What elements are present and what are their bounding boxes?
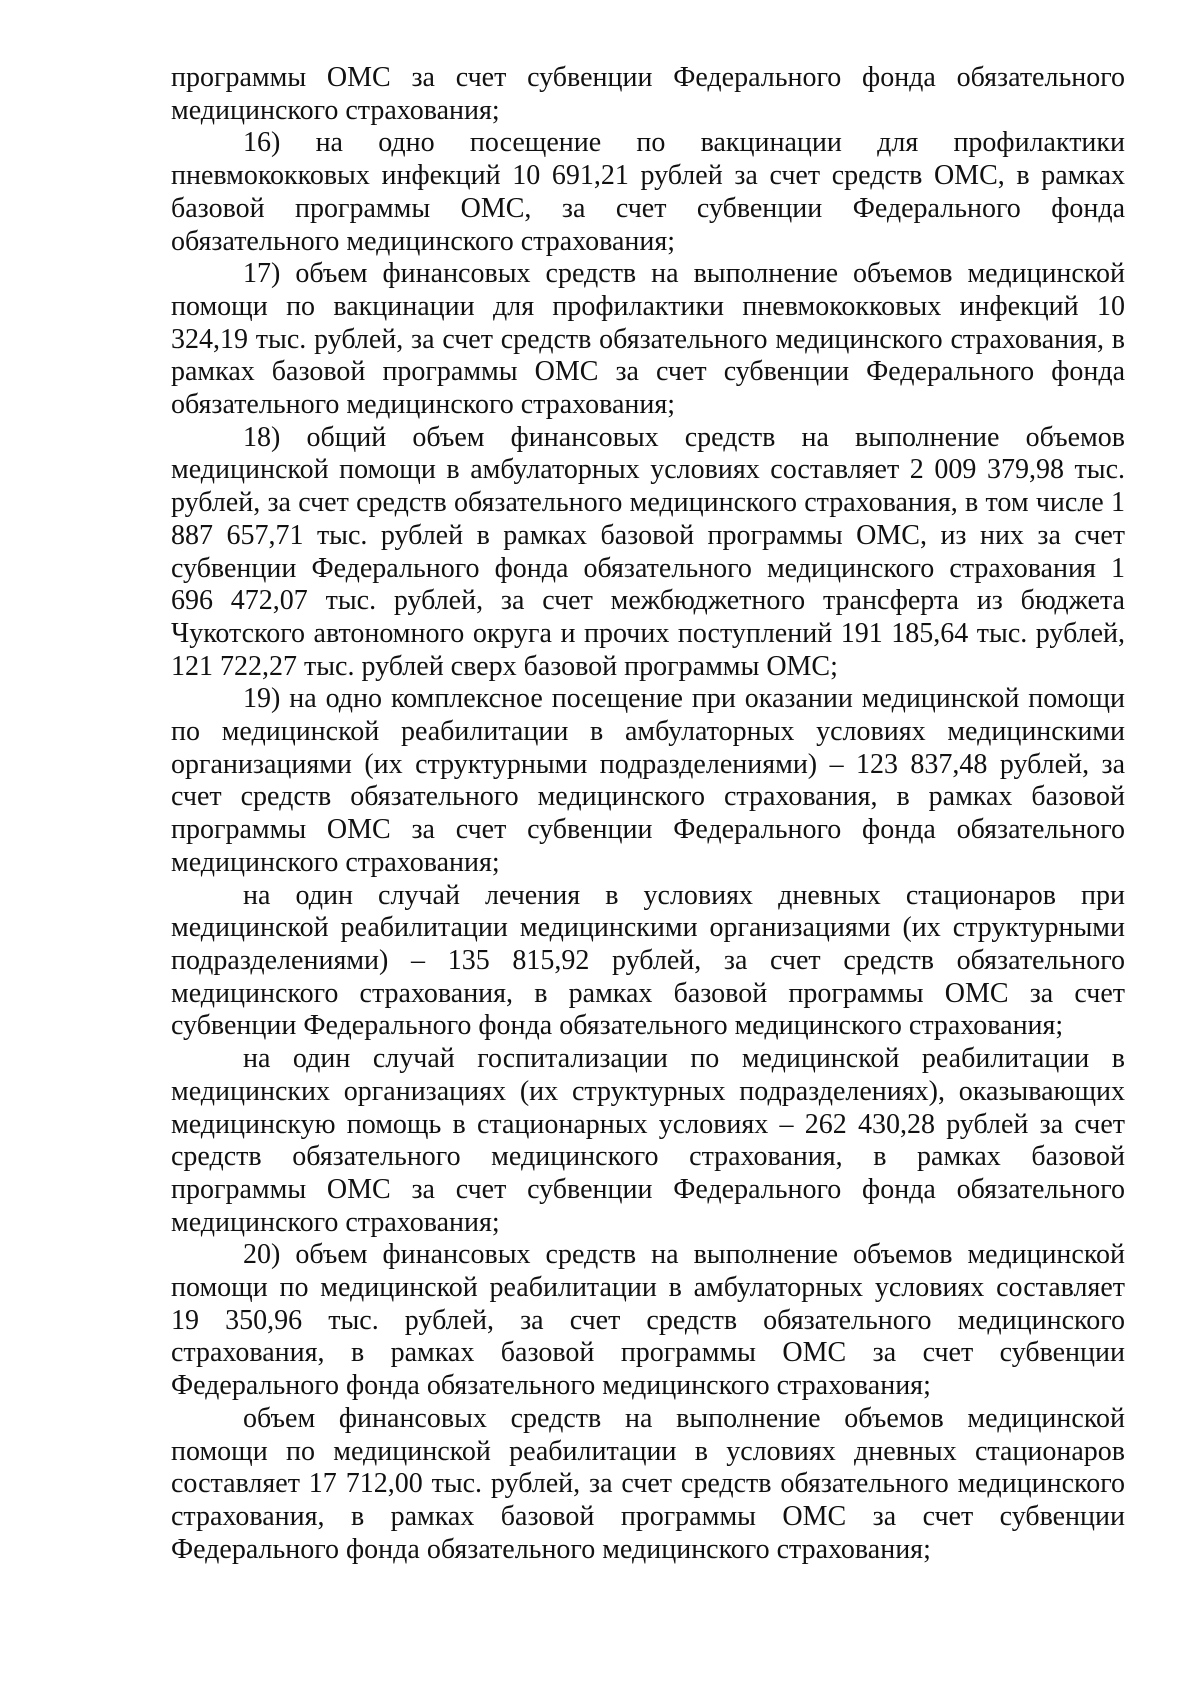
paragraph-day-hospital-volume: объем финансовых средств на выполнение объемов медицинской помощи по медицинской реабилитации в условиях дневных стационаров составляет 17 712,00 тыс. рублей, за счет средств обязательного медицинского страхования, в рамках базовой программы ОМС за счет субвенции Федерального фонда обязательного медицинского страхования; (171, 1402, 1125, 1565)
paragraph-item-20: 20) объем финансовых средств на выполнение объемов медицинской помощи по медицинской реабилитации в амбулаторных условиях составляет 19 350,96 тыс. рублей, за счет средств обязательного медицинского страхования, в рамках базовой программы ОМС за счет субвенции Федерального фонда обязательного медицинского страхования; (171, 1239, 1125, 1402)
paragraph-continuation: программы ОМС за счет субвенции Федерального фонда обязательного медицинского страхования; (171, 62, 1125, 126)
paragraph-day-hospital-rehab: на один случай лечения в условиях дневных стационаров при медицинской реабилитации медицинскими организациями (их структурными подразделениями) – 135 815,92 рублей, за счет средств обязательного медицинского страхования, в рамках базовой программы ОМС за счет субвенции Федерального фонда обязательного медицинского страхования; (171, 879, 1125, 1042)
paragraph-item-17: 17) объем финансовых средств на выполнение объемов медицинской помощи по вакцинации для профилактики пневмококковых инфекций 10 324,19 тыс. рублей, за счет средств обязательного медицинского страхования, в рамках базовой программы ОМС за счет субвенции Федерального фонда обязательного медицинского страхования; (171, 258, 1125, 421)
document-page (171, 62, 1125, 1566)
paragraph-item-16: 16) на одно посещение по вакцинации для профилактики пневмококковых инфекций 10 691,21 рублей за счет средств ОМС, в рамках базовой программы ОМС, за счет субвенции Федерального фонда обязательного медицинского страхования; (171, 127, 1125, 257)
paragraph-hospitalization-rehab: на один случай госпитализации по медицинской реабилитации в медицинских организациях (их структурных подразделениях), оказывающих медицинскую помощь в стационарных условиях – 262 430,28 рублей за счет средств обязательного медицинского страхования, в рамках базовой программы ОМС за счет субвенции Федерального фонда обязательного медицинского страхования; (171, 1043, 1125, 1238)
paragraph-item-19: 19) на одно комплексное посещение при оказании медицинской помощи по медицинской реабилитации в амбулаторных условиях медицинскими организациями (их структурными подразделениями) – 123 837,48 рублей, за счет средств обязательного медицинского страхования, в рамках базовой программы ОМС за счет субвенции Федерального фонда обязательного медицинского страхования; (171, 683, 1125, 878)
paragraph-item-18: 18) общий объем финансовых средств на выполнение объемов медицинской помощи в амбулаторных условиях составляет 2 009 379,98 тыс. рублей, за счет средств обязательного медицинского страхования, в том числе 1 887 657,71 тыс. рублей в рамках базовой программы ОМС, из них за счет субвенции Федерального фонда обязательного медицинского страхования 1 696 472,07 тыс. рублей, за счет межбюджетного трансферта из бюджета Чукотского автономного округа и прочих поступлений 191 185,64 тыс. рублей, 121 722,27 тыс. рублей сверх базовой программы ОМС; (171, 421, 1125, 682)
